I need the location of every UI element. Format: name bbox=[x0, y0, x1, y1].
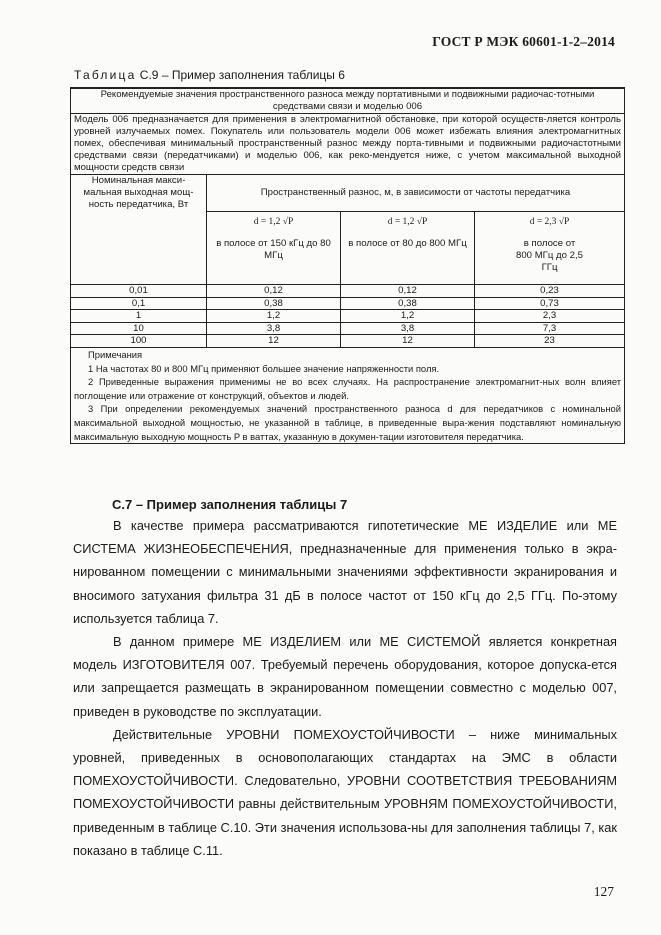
paragraph: В данном примере МЕ ИЗДЕЛИЕМ или МЕ СИСТЕМОЙ является конкретная модель ИЗГОТОВИТЕЛЯ 007. Требуемый перечень оборудования, которое допуска-ется или запрещается размещать в экранированном помещении совместно с моделью 007, приведен в руководстве по эксплуатации. bbox=[73, 634, 617, 719]
formula: d = 1,2 √P bbox=[387, 217, 428, 227]
table-row bbox=[71, 297, 625, 310]
table-row bbox=[71, 322, 625, 335]
distance-cell: 3,8 bbox=[207, 322, 341, 335]
distance-cell: 1,2 bbox=[341, 310, 475, 323]
table-description: Модель 006 предназначается для применения в электромагнитной обстановке, при которой осуществ-ляется контроль уровней излучаемых помех. Покупатель или пользователь модели 006 может избежать влияния электромагнитных помех, обеспечивая минимальный пространственный разнос между порта-тивными и подвижными радиочастотными средствами связи (передатчиками) и моделью 006, как реко-мендуется ниже, с учетом максимальной выходной мощности средств связи bbox=[71, 114, 625, 175]
distance-cell: 0,12 bbox=[341, 285, 475, 298]
power-cell: 100 bbox=[71, 335, 207, 348]
distance-cell: 0,38 bbox=[341, 297, 475, 310]
caption-title: – Пример заполнения таблицы 6 bbox=[161, 68, 345, 82]
document-header: ГОСТ Р МЭК 60601-1-2–2014 bbox=[432, 34, 615, 49]
note: 1 На частотах 80 и 800 МГц применяют большее значение напряженности поля. bbox=[88, 362, 440, 374]
note: 2 Приведенные выражения применимы не во всех случаях. На распространение электромагнит-ных волн влияет поглощение или отражение от конструкций, объектов и людей. bbox=[74, 376, 622, 401]
notes-title: Примечания bbox=[88, 348, 143, 360]
distance-cell: 2,3 bbox=[475, 310, 625, 323]
distance-cell: 12 bbox=[341, 335, 475, 348]
distance-cell: 12 bbox=[207, 335, 341, 348]
band-label: в полосе от 800 МГц до 2,5 ГГц bbox=[516, 238, 583, 273]
band-label: в полосе от 80 до 800 МГц bbox=[348, 238, 467, 249]
section-title: С.7 – Пример заполнения таблицы 7 bbox=[112, 497, 348, 512]
table-row bbox=[71, 310, 625, 323]
band-header bbox=[341, 212, 475, 285]
band-header bbox=[207, 212, 341, 285]
distance-cell: 3,8 bbox=[341, 322, 475, 335]
power-cell: 0,1 bbox=[71, 297, 207, 310]
distance-cell: 23 bbox=[475, 335, 625, 348]
distance-cell: 0,73 bbox=[475, 297, 625, 310]
note: 3 При определении рекомендуемых значений пространственного разноса d для передатчиков с номинальной максимальной выходной мощностью, не указанной в таблице, в приведенные выра-жения подставляют номинальную максимальную выходную мощность P в ваттах, указанную в докумен-тации изготовителя передатчика. bbox=[74, 403, 622, 442]
caption-label: Таблица bbox=[74, 68, 137, 82]
power-cell: 10 bbox=[71, 322, 207, 335]
band-label: в полосе от 150 кГц до 80 МГц bbox=[216, 238, 331, 261]
section-body bbox=[73, 514, 617, 862]
formula: d = 1,2 √P bbox=[253, 217, 294, 227]
power-cell: 1 bbox=[71, 310, 207, 323]
distance-cell: 1,2 bbox=[207, 310, 341, 323]
spacing-table bbox=[70, 87, 625, 444]
column-header-power: Номинальная макси-мальная выходная мощ-ность передатчика, Вт bbox=[71, 175, 207, 285]
distance-cell: 0,23 bbox=[475, 285, 625, 298]
column-header-distance: Пространственный разнос, м, в зависимости от частоты передатчика bbox=[207, 175, 625, 212]
table-notes bbox=[71, 347, 625, 443]
page-number: 127 bbox=[593, 884, 614, 899]
table-caption bbox=[74, 68, 345, 82]
table-row bbox=[71, 285, 625, 298]
formula: d = 2,3 √P bbox=[529, 217, 570, 227]
caption-number: С.9 bbox=[139, 68, 159, 82]
table-row bbox=[71, 335, 625, 348]
paragraph: В качестве примера рассматриваются гипотетические МЕ ИЗДЕЛИЕ или МЕ СИСТЕМА ЖИЗНЕОБЕСПЕЧЕНИЯ, предназначенные для применения только в экра-нированном помещении с минимальными значениями эффективности экранирования и вносимого затухания фильтра 31 дБ в полосе частот от 150 кГц до 2,5 ГГц. По-этому используется таблица 7. bbox=[73, 518, 617, 626]
distance-cell: 0,38 bbox=[207, 297, 341, 310]
paragraph: Действительные УРОВНИ ПОМЕХОУСТОЙЧИВОСТИ – ниже минимальных уровней, приведенных в основополагающих стандартах на ЭМС в области ПОМЕХОУСТОЙЧИВОСТИ. Следовательно, УРОВНИ СООТВЕТСТВИЯ ТРЕБОВАНИЯМ ПОМЕХОУСТОЙЧИВОСТИ равны действительным УРОВНЯМ ПОМЕХОУСТОЙЧИВОСТИ, приведенным в таблице С.10. Эти значения использова-ны для заполнения таблицы 7, как показано в таблице С.11. bbox=[73, 726, 617, 858]
distance-cell: 0,12 bbox=[207, 285, 341, 298]
band-header bbox=[475, 212, 625, 285]
distance-cell: 7,3 bbox=[475, 322, 625, 335]
table-title: Рекомендуемые значения пространственного разноса между портативными и подвижными радиочас-тотными средствами связи и моделью 006 bbox=[71, 88, 625, 114]
power-cell: 0,01 bbox=[71, 285, 207, 298]
